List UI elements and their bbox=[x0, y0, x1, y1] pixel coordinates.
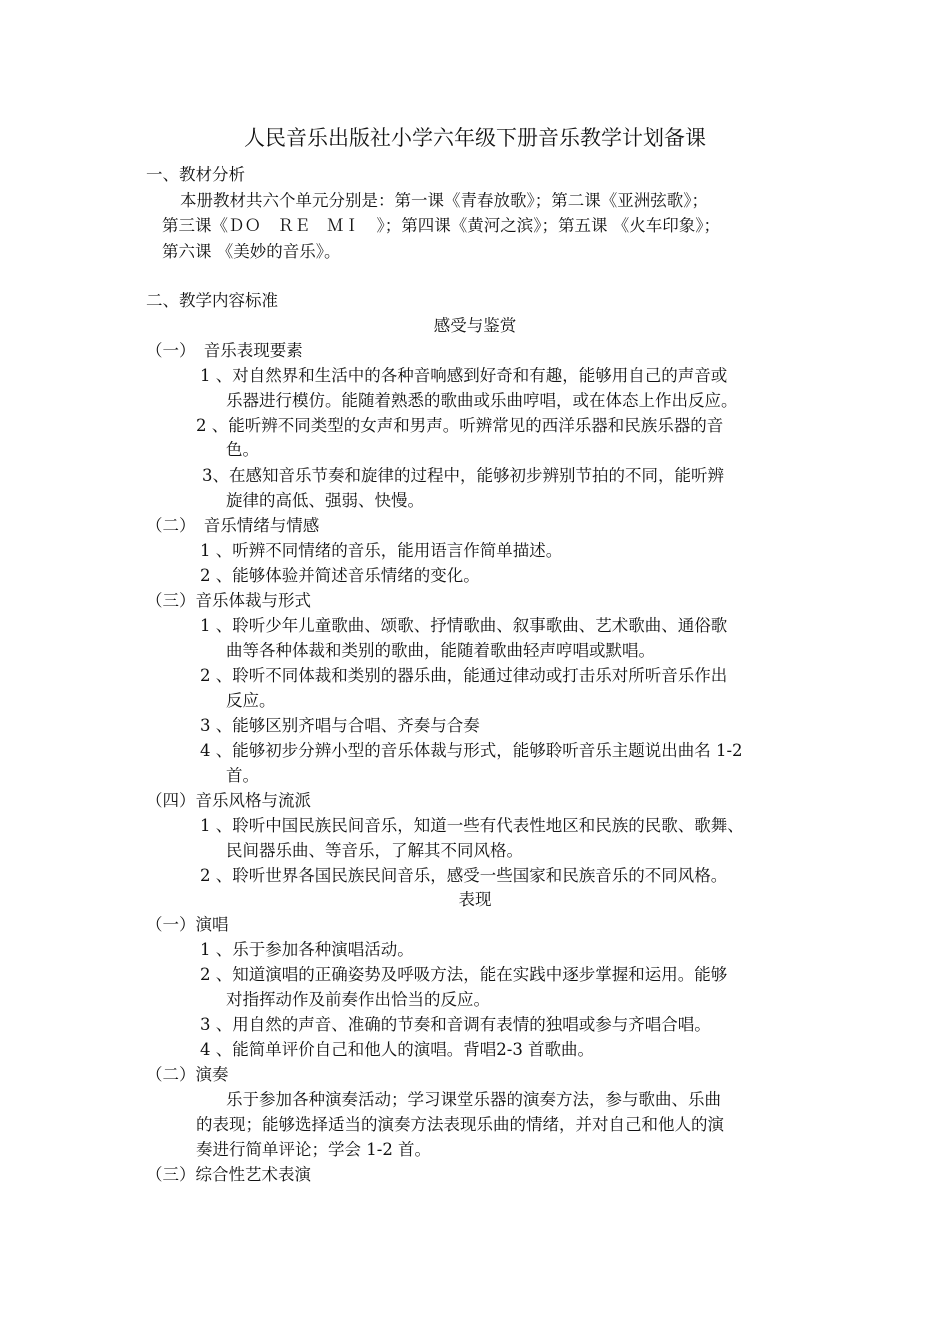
list-item: 奏进行简单评论；学会 1-2 首。 bbox=[196, 1140, 432, 1159]
list-item: 4 、能够初步分辨小型的音乐体裁与形式，能够聆听音乐主题说出曲名 1-2 bbox=[200, 741, 743, 760]
list-item: 1 、听辨不同情绪的音乐，能用语言作简单描述。 bbox=[200, 541, 563, 560]
list-item: 1 、乐于参加各种演唱活动。 bbox=[200, 940, 414, 959]
list-item: 对指挥动作及前奏作出恰当的反应。 bbox=[226, 990, 490, 1009]
document-title: 人民音乐出版社小学六年级下册音乐教学计划备课 bbox=[244, 126, 706, 150]
list-item: 旋律的高低、强弱、快慢。 bbox=[226, 491, 424, 510]
group-heading: （二） 音乐情绪与情感 bbox=[146, 516, 320, 535]
subheading-performance: 表现 bbox=[458, 890, 492, 909]
list-item: 反应。 bbox=[226, 691, 276, 710]
list-item: 1 、聆听中国民族民间音乐，知道一些有代表性地区和民族的民歌、歌舞、 bbox=[200, 816, 744, 835]
list-item: 首。 bbox=[226, 766, 259, 785]
section2-heading: 二、教学内容标准 bbox=[146, 291, 278, 310]
list-item: 的表现；能够选择适当的演奏方法表现乐曲的情绪，并对自己和他人的演 bbox=[196, 1115, 724, 1134]
group-heading: （四）音乐风格与流派 bbox=[146, 791, 311, 810]
list-item: 民间器乐曲、等音乐，了解其不同风格。 bbox=[226, 841, 523, 860]
list-item: 2 、能听辨不同类型的女声和男声。听辨常见的西洋乐器和民族乐器的音 bbox=[196, 416, 724, 435]
list-item: 乐于参加各种演奏活动；学习课堂乐器的演奏方法，参与歌曲、乐曲 bbox=[226, 1090, 721, 1109]
section1-line: 第三课《ＤＯ ＲＥ ＭＩ 》；第四课《黄河之滨》；第五课 《火车印象》； bbox=[162, 216, 720, 235]
list-item: 3 、能够区别齐唱与合唱、齐奏与合奏 bbox=[200, 716, 480, 735]
list-item: 1 、对自然界和生活中的各种音响感到好奇和有趣，能够用自己的声音或 bbox=[200, 366, 728, 385]
section1-line: 第六课 《美妙的音乐》。 bbox=[162, 242, 341, 261]
group-heading: （三）综合性艺术表演 bbox=[146, 1165, 311, 1184]
section1-heading: 一、教材分析 bbox=[146, 165, 245, 184]
list-item: 3 、用自然的声音、准确的节奏和音调有表情的独唱或参与齐唱合唱。 bbox=[200, 1015, 711, 1034]
list-item: 3、在感知音乐节奏和旋律的过程中，能够初步辨别节拍的不同，能听辨 bbox=[202, 466, 724, 485]
group-heading: （三）音乐体裁与形式 bbox=[146, 591, 311, 610]
list-item: 2 、能够体验并简述音乐情绪的变化。 bbox=[200, 566, 480, 585]
list-item: 1 、聆听少年儿童歌曲、颂歌、抒情歌曲、叙事歌曲、艺术歌曲、通俗歌 bbox=[200, 616, 728, 635]
list-item: 色。 bbox=[226, 440, 259, 459]
group-heading: （一）演唱 bbox=[146, 915, 229, 934]
subheading-appreciation: 感受与鉴赏 bbox=[433, 316, 517, 335]
section1-line: 本册教材共六个单元分别是：第一课《青春放歌》；第二课《亚洲弦歌》； bbox=[180, 191, 708, 210]
list-item: 2 、聆听不同体裁和类别的器乐曲，能通过律动或打击乐对所听音乐作出 bbox=[200, 666, 728, 685]
group-heading: （二）演奏 bbox=[146, 1065, 229, 1084]
group-heading: （一） 音乐表现要素 bbox=[146, 341, 303, 360]
list-item: 2 、知道演唱的正确姿势及呼吸方法，能在实践中逐步掌握和运用。能够 bbox=[200, 965, 728, 984]
list-item: 2 、聆听世界各国民族民间音乐，感受一些国家和民族音乐的不同风格。 bbox=[200, 866, 728, 885]
list-item: 乐器进行模仿。能随着熟悉的歌曲或乐曲哼唱，或在体态上作出反应。 bbox=[226, 391, 738, 410]
list-item: 曲等各种体裁和类别的歌曲，能随着歌曲轻声哼唱或默唱。 bbox=[226, 641, 655, 660]
list-item: 4 、能简单评价自己和他人的演唱。背唱2-3 首歌曲。 bbox=[200, 1040, 595, 1059]
